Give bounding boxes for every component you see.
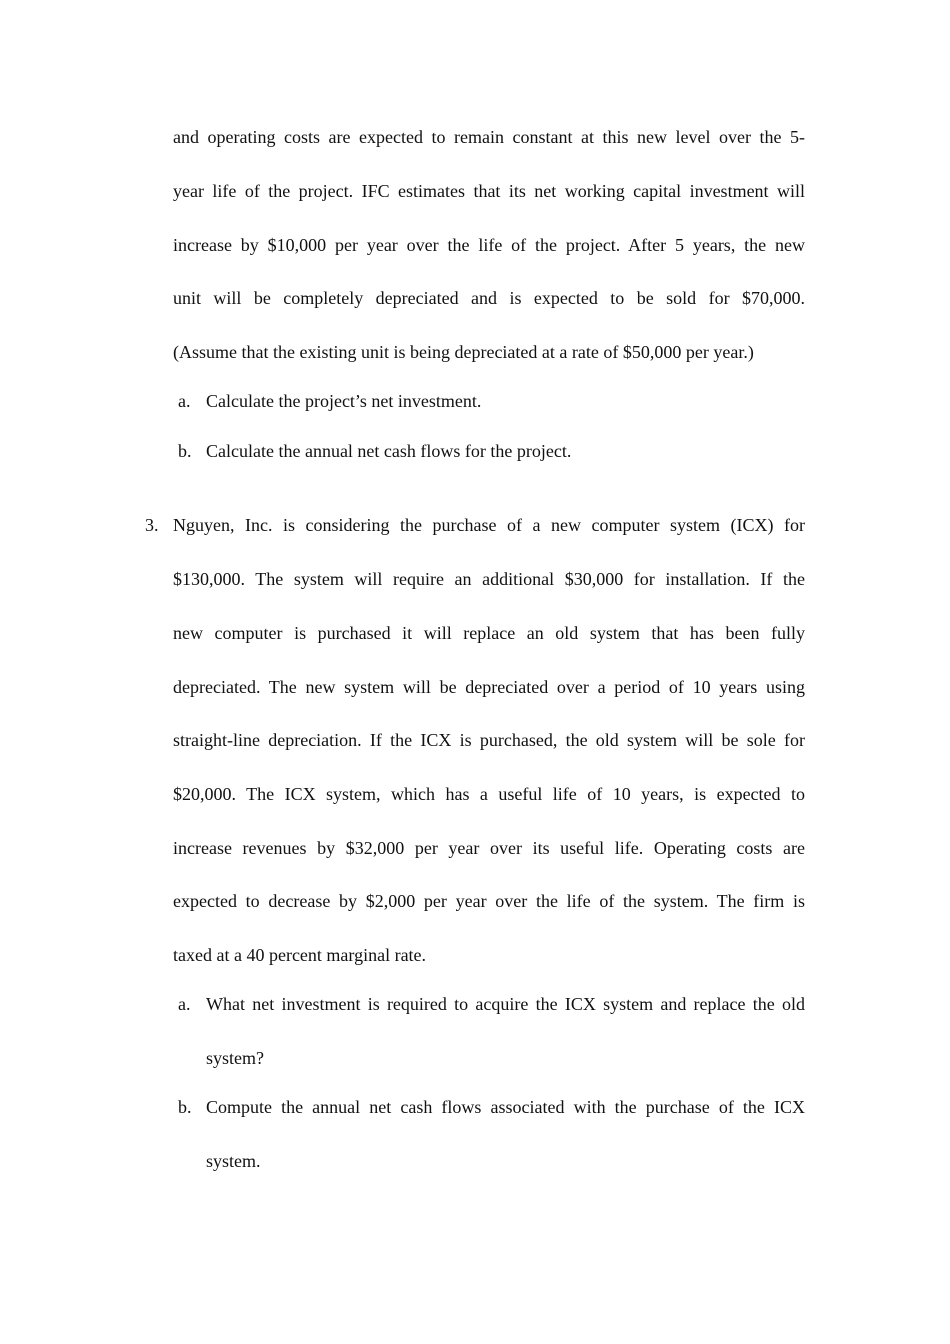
subitem-label: b. xyxy=(178,441,192,461)
subitem-text: Calculate the annual net cash flows for the project. xyxy=(206,441,572,461)
paragraph-line: increase by $10,000 per year over the life of the project. After 5 years, the new xyxy=(173,235,805,255)
paragraph-line: new computer is purchased it will replace an old system that has been fully xyxy=(173,623,805,643)
paragraph-line: straight-line depreciation. If the ICX is purchased, the old system will be sole for xyxy=(173,730,805,750)
paragraph-line: depreciated. The new system will be depreciated over a period of 10 years using xyxy=(173,677,805,697)
subitem-text: Compute the annual net cash flows associated with the purchase of the ICX xyxy=(206,1097,805,1117)
paragraph-line: unit will be completely depreciated and is expected to be sold for $70,000. xyxy=(173,288,805,308)
paragraph-line: year life of the project. IFC estimates that its net working capital investment will xyxy=(173,181,805,201)
subitem-label: b. xyxy=(178,1097,192,1117)
subitem-label: a. xyxy=(178,994,191,1014)
paragraph-line: $130,000. The system will require an additional $30,000 for installation. If the xyxy=(173,569,805,589)
paragraph-line: expected to decrease by $2,000 per year over the life of the system. The firm is xyxy=(173,891,805,911)
paragraph-line: taxed at a 40 percent marginal rate. xyxy=(173,945,427,965)
subitem-text: Calculate the project’s net investment. xyxy=(206,391,482,411)
paragraph-line: (Assume that the existing unit is being depreciated at a rate of $50,000 per year.) xyxy=(173,342,754,362)
subitem-text: What net investment is required to acquire the ICX system and replace the old xyxy=(206,994,805,1014)
paragraph-line: increase revenues by $32,000 per year over its useful life. Operating costs are xyxy=(173,838,805,858)
paragraph-line: Nguyen, Inc. is considering the purchase of a new computer system (ICX) for xyxy=(173,515,805,535)
paragraph-line: and operating costs are expected to remain constant at this new level over the 5- xyxy=(173,127,805,147)
problem-number: 3. xyxy=(145,515,159,535)
paragraph-line: $20,000. The ICX system, which has a useful life of 10 years, is expected to xyxy=(173,784,805,804)
subitem-label: a. xyxy=(178,391,191,411)
subitem-text: system? xyxy=(206,1048,264,1068)
subitem-text: system. xyxy=(206,1151,261,1171)
